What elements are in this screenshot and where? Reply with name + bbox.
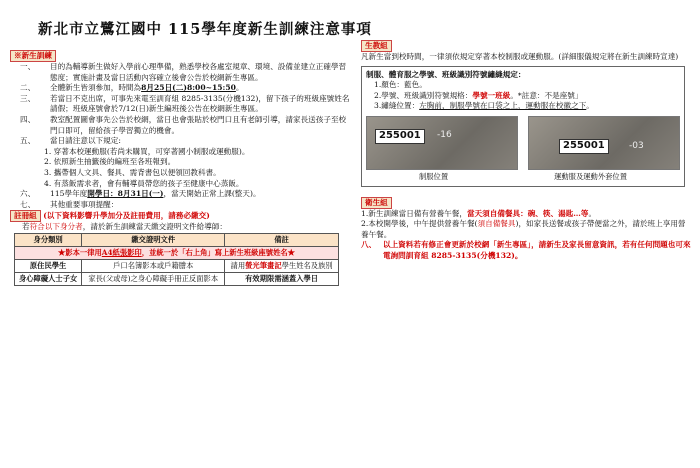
- table-row: 身心障礙人士子女 家長(父或母)之身心障礙手冊正反面影本 有效期限需涵蓋入學日: [15, 272, 339, 285]
- table-banner: ★影本一律用A4紙張影印，並統一於「右上角」寫上新生班級座號姓名★: [15, 246, 339, 259]
- registration-note: (以下資料影響升學加分及註冊費用，請務必繳交): [43, 211, 210, 221]
- item-7: 七、 其他重要事項提醒：: [20, 199, 119, 209]
- section-tag-health: 衛生組: [361, 197, 392, 209]
- rule-4: 4. 有蒸飯需求者，會有輔導員帶您的孩子至健康中心蒸飯。: [44, 178, 244, 188]
- health-rule-2: 2.本校開學後，中午提供營養午餐(須自備餐具)，如家長送餐或孩子帶便當之外，請於班上享用營養午餐。: [361, 219, 686, 239]
- item-5: 五、 當日請注意以下規定:: [20, 136, 121, 146]
- item-8: 八、 以上資料若有修正會更新於校網「新生專區」，請新生及家長留意資訊，若有任何問題也可來電詢問訓育組 8285-3135(分機132)。: [361, 240, 691, 260]
- item-6: 六、 115學年度開學日：8月31日(一)，當天開始正常上課(整天)。: [20, 189, 261, 199]
- table-header: 備註: [225, 233, 339, 246]
- rule-3: 3. 攜帶個人文具、餐具、需背書包以便領回教科書。: [44, 167, 221, 177]
- item-3: 三、 若當日不克出席，可事先來電至訓育組 8285-3135(分機132)，留下孩子的班級座號姓名請假；班級座號會於7/12(日)新生編班後公告在校網新生專區。: [20, 93, 350, 114]
- item-1: 一、 目的為輔導新生做好入學前心理準備，熟悉學校各處室規章、環境、設備並建立正確學習態度；實施計畫及當日活動內容確立後會公告於校網新生專區。: [20, 62, 347, 82]
- school-start-date: 開學日：8月31日(一): [87, 189, 164, 199]
- embroidery-item: 3.繡縫位置：左胸前，制服學號在口袋之上，運動服在校徽之下。: [374, 101, 594, 111]
- training-date: 8月25日(二)8:00~15:50: [141, 83, 236, 93]
- item-2: 二、 全體新生皆須參加，時間為8月25日(二)8:00~15:50。: [20, 83, 244, 93]
- rule-1: 1. 穿著本校運動服(若尚未購買，可穿著國小制服或運動服)。: [44, 146, 250, 156]
- embroidery-item: 1.顏色：藍色。: [374, 80, 427, 90]
- student-id-label: 255001: [559, 139, 609, 154]
- uniform-rule: 凡新生當到校時間，一律須依規定穿著本校制服或運動服。(詳細服儀規定將在新生訓練時宣達): [361, 52, 679, 61]
- table-header: 繳交證明文件: [82, 233, 225, 246]
- embroidery-box: [361, 66, 685, 187]
- rule-2: 2. 依照新生抽籤後的編班至各班報到。: [44, 157, 176, 167]
- uniform-photo: 255001 -16: [366, 116, 518, 170]
- documents-table: [14, 233, 339, 286]
- sportswear-photo: 255001 -03: [528, 116, 680, 170]
- position-photos: [366, 116, 680, 170]
- table-header: 身分類別: [15, 233, 82, 246]
- left-column: [10, 50, 350, 286]
- embroidery-item: 2.學號、班級識別符號規格：學號一班級。*註意：不是座號」: [374, 90, 583, 100]
- registration-lead: 若符合以下身分者，請於新生訓練當天繳交證明文件給導師：: [22, 222, 228, 232]
- section-tag-training: ※新生訓練: [10, 50, 56, 62]
- health-rule-1: 1.新生訓練當日備有營養午餐，當天須自備餐具：碗、筷、湯匙…等。: [361, 208, 597, 218]
- embroidery-title: 制服、體育服之學號、班級識別符號繡縫規定：: [366, 69, 526, 79]
- right-column: [361, 40, 691, 262]
- photo-captions: 制服位置 運動服及運動外套位置: [418, 171, 628, 181]
- item-4: 四、 教室配置圖會事先公告於校網，當日也會張貼於校門口且有老師引導，請家長送孩子至校門口即可，留給孩子學習獨立的機會。: [20, 114, 347, 135]
- page-title: 新北市立鷺江國中 115學年度新生訓練注意事項: [38, 21, 372, 38]
- student-id-label: 255001: [375, 129, 425, 144]
- table-row: 原住民學生 戶口名簿影本或戶籍謄本 請用螢光筆畫記學生姓名及族別: [15, 259, 339, 272]
- section-tag-registration: 註冊組: [10, 210, 41, 222]
- section-tag-discipline: 生教組: [361, 40, 392, 52]
